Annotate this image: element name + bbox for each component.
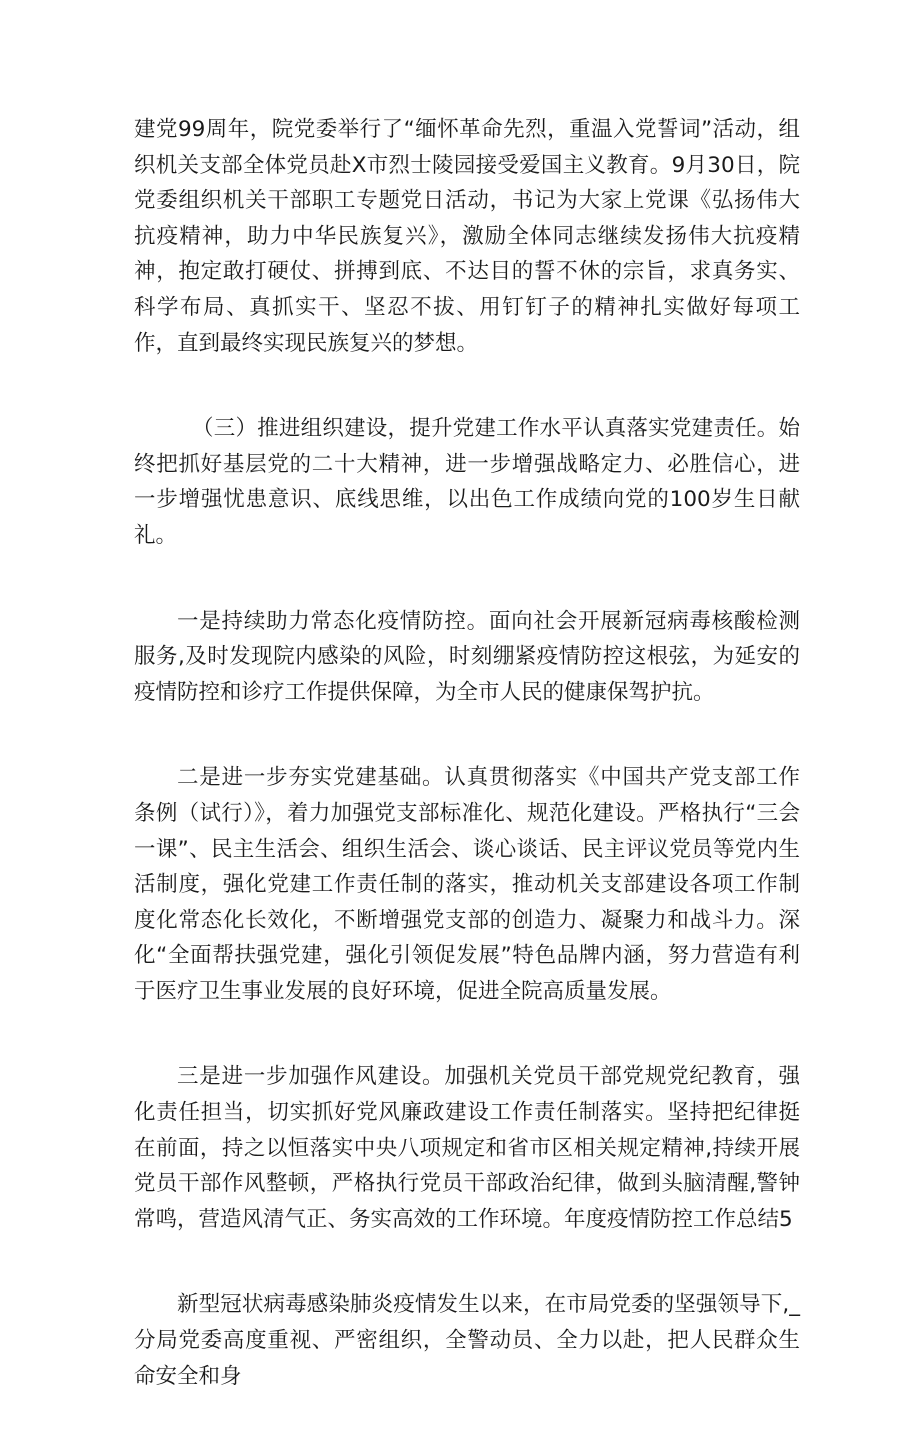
paragraph-party-anniversary: 建党99周年，院党委举行了“缅怀革命先烈，重温入党誓词”活动，组织机关支部全体党员赴X市烈士陵园接受爱国主义教育。9月30日，院党委组织机关干部职工专题党日活动，书记为大家上党课《弘扬伟大抗疫精神，助力中华民族复兴》，激励全体同志继续发扬伟大抗疫精神，抱定敢打硬仗、拼搏到底、不达目的誓不休的宗旨，求真务实、科学布局、真抓实干、坚忍不拔、用钉钉子的精神扎实做好每项工作，直到最终实现民族复兴的梦想。 (134, 117, 800, 356)
paragraph-organization-building: （三）推进组织建设，提升党建工作水平认真落实党建责任。始终把抓好基层党的二十大精神，进一步增强战略定力、必胜信心，进一步增强忧患意识、底线思维，以出色工作成绩向党的100岁生日献礼。 (134, 416, 800, 548)
paragraph-work-style: 三是进一步加强作风建设。加强机关党员干部党规党纪教育，强化责任担当，切实抓好党风廉政建设工作责任制落实。坚持把纪律挺在前面，持之以恒落实中央八项规定和省市区相关规定精神,持续开展党员干部作风整顿，严格执行党员干部政治纪律，做到头脑清醒,警钟常鸣，营造风清气正、务实高效的工作环境。年度疫情防控工作总结5 (134, 1064, 800, 1232)
paragraph-epidemic-prevention: 一是持续助力常态化疫情防控。面向社会开展新冠病毒核酸检测服务,及时发现院内感染的风险，时刻绷紧疫情防控这根弦，为延安的疫情防控和诊疗工作提供保障，为全市人民的健康保驾护抗。 (134, 608, 800, 705)
paragraph-covid-response: 新型冠状病毒感染肺炎疫情发生以来，在市局党委的坚强领导下,_分局党委高度重视、严密组织，全警动员、全力以赴，把人民群众生命安全和身 (134, 1292, 800, 1389)
paragraph-party-foundation: 二是进一步夯实党建基础。认真贯彻落实《中国共产党支部工作条例（试行）》，着力加强党支部标准化、规范化建设。严格执行“三会一课”、民主生活会、组织生活会、谈心谈话、民主评议党员等党内生活制度，强化党建工作责任制的落实，推动机关支部建设各项工作制度化常态化长效化，不断增强党支部的创造力、凝聚力和战斗力。深化“全面帮扶强党建，强化引领促发展”特色品牌内涵，努力营造有利于医疗卫生事业发展的良好环境，促进全院高质量发展。 (134, 765, 800, 1004)
document-body (134, 112, 800, 1444)
